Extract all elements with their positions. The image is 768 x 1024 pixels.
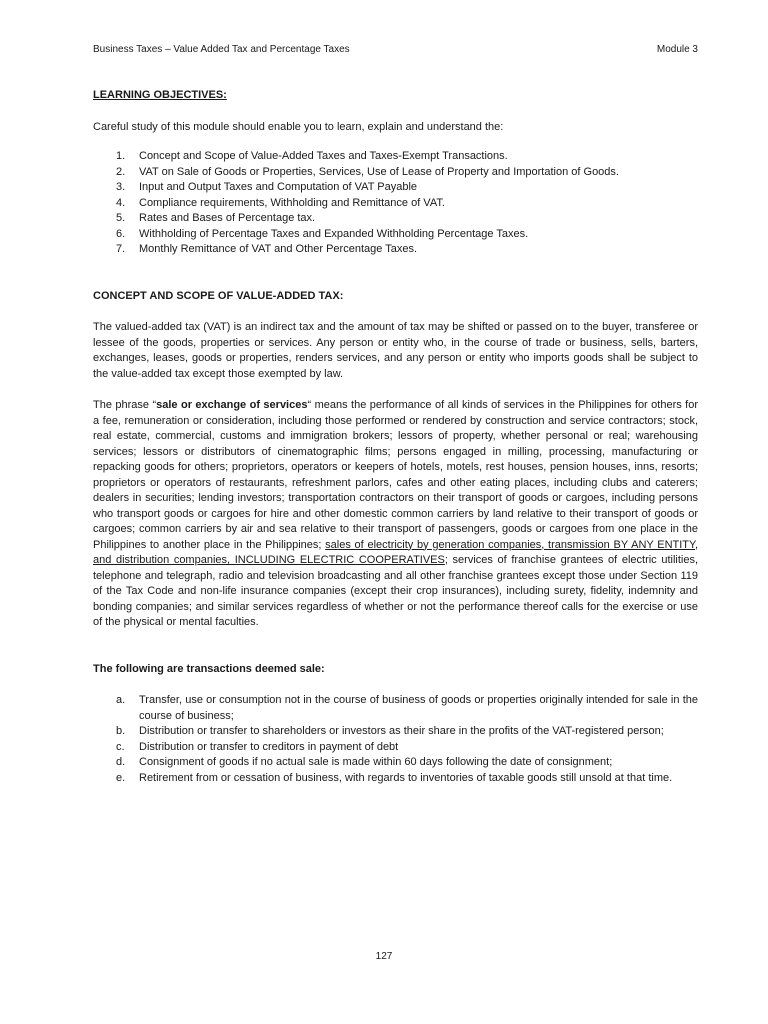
objective-item: 2. VAT on Sale of Goods or Properties, Services, Use of Lease of Property and Importation of Goods. (116, 165, 619, 178)
deemed-sale-item: d. Consignment of goods if no actual sale is made within 60 days following the date of consignment; (116, 756, 613, 768)
deemed-sale-heading: The following are transactions deemed sale: (93, 662, 325, 675)
deemed-sale-item: c. Distribution or transfer to creditors in payment of debt (116, 740, 399, 753)
concept-paragraph-1: The valued-added tax (VAT) is an indirect tax and the amount of tax may be shifted or passed on to the buyer, transferee or lessee of the goods, properties or services. Any person or entity who, in the course of trade or business, sells, barters, exchanges, leases, goods or properties, renders services, and any person or entity who imports goods shall be subject to the value-added tax except those exempted by law. (93, 321, 698, 380)
objective-item: 1. Concept and Scope of Value-Added Taxes and Taxes-Exempt Transactions. (116, 150, 508, 162)
objective-item: 4. Compliance requirements, Withholding and Remittance of VAT. (116, 196, 445, 209)
page-number: 127 (375, 951, 393, 962)
objective-item: 7. Monthly Remittance of VAT and Other Percentage Taxes. (116, 243, 417, 255)
page-header (93, 43, 698, 56)
concept-paragraph-2: The phrase “sale or exchange of services“ means the performance of all kinds of services in the Philippines for others for a fee, remuneration or consideration, including those performed or rendered by construction and service contractors; stock, real estate, commercial, customs and immigration brokers; lessors of property, whether personal or real; warehousing services; lessors or distributors of cinematographic films; persons engaged in milling, processing, manufacturing or repacking goods for others; proprietors, operators or keepers of hotels, motels, rest houses, pension houses, inns, resorts; proprietors or operators of restaurants, refreshment parlors, cafes and other eating places, including clubs and caterers; dealers in securities; lending investors; transportation contractors on their transport of goods or cargoes, including persons who transport goods or cargoes for hire and other domestic common carriers by land relative to their transport of goods or cargoes; common carriers by air and sea relative to their transport of passengers, goods or cargoes from one place in the Philippines to another place in the Philippines; sales of electricity by generation companies, transmission BY ANY ENTITY, and distribution companies, INCLUDING ELECTRIC COOPERATIVES; services of franchise grantees of electric utilities, telephone and telegraph, radio and television broadcasting and all other franchise grantees except those under Section 119 of the Tax Code and non-life insurance companies (except their crop insurances), including surety, fidelity, indemnity and bonding companies; and similar services regardless of whether or not the performance thereof calls for the exercise or use of the physical or mental faculties. (93, 399, 699, 628)
page-content (93, 88, 698, 786)
objectives-intro: Careful study of this module should enable you to learn, explain and understand the: (93, 120, 504, 133)
deemed-sale-list (93, 693, 698, 786)
objective-item: 3. Input and Output Taxes and Computation of VAT Payable (116, 181, 418, 193)
objectives-list (93, 149, 698, 258)
objectives-heading: LEARNING OBJECTIVES: (93, 89, 227, 101)
sale-exchange-services-term: sale or exchange of services (156, 399, 308, 411)
objective-item: 5. Rates and Bases of Percentage tax. (116, 212, 316, 224)
deemed-sale-item: a. Transfer, use or consumption not in the course of business of goods or properties originally intended for sale in the course of business; (116, 694, 698, 722)
electricity-underlined-text: sales of electricity by generation companies, transmission BY ANY ENTITY, and distribution companies, INCLUDING ELECTRIC COOPERATIVES (93, 538, 698, 566)
header-module: Module 3 (656, 44, 698, 55)
objective-item: 6. Withholding of Percentage Taxes and Expanded Withholding Percentage Taxes. (116, 227, 529, 240)
deemed-sale-item: b. Distribution or transfer to shareholders or investors as their share in the profits of the VAT-registered person; (116, 725, 664, 737)
deemed-sale-item: e. Retirement from or cessation of business, with regards to inventories of taxable goods still unsold at that time. (116, 771, 673, 784)
concept-heading: CONCEPT AND SCOPE OF VALUE-ADDED TAX: (93, 289, 344, 302)
header-title: Business Taxes – Value Added Tax and Percentage Taxes (93, 44, 350, 55)
